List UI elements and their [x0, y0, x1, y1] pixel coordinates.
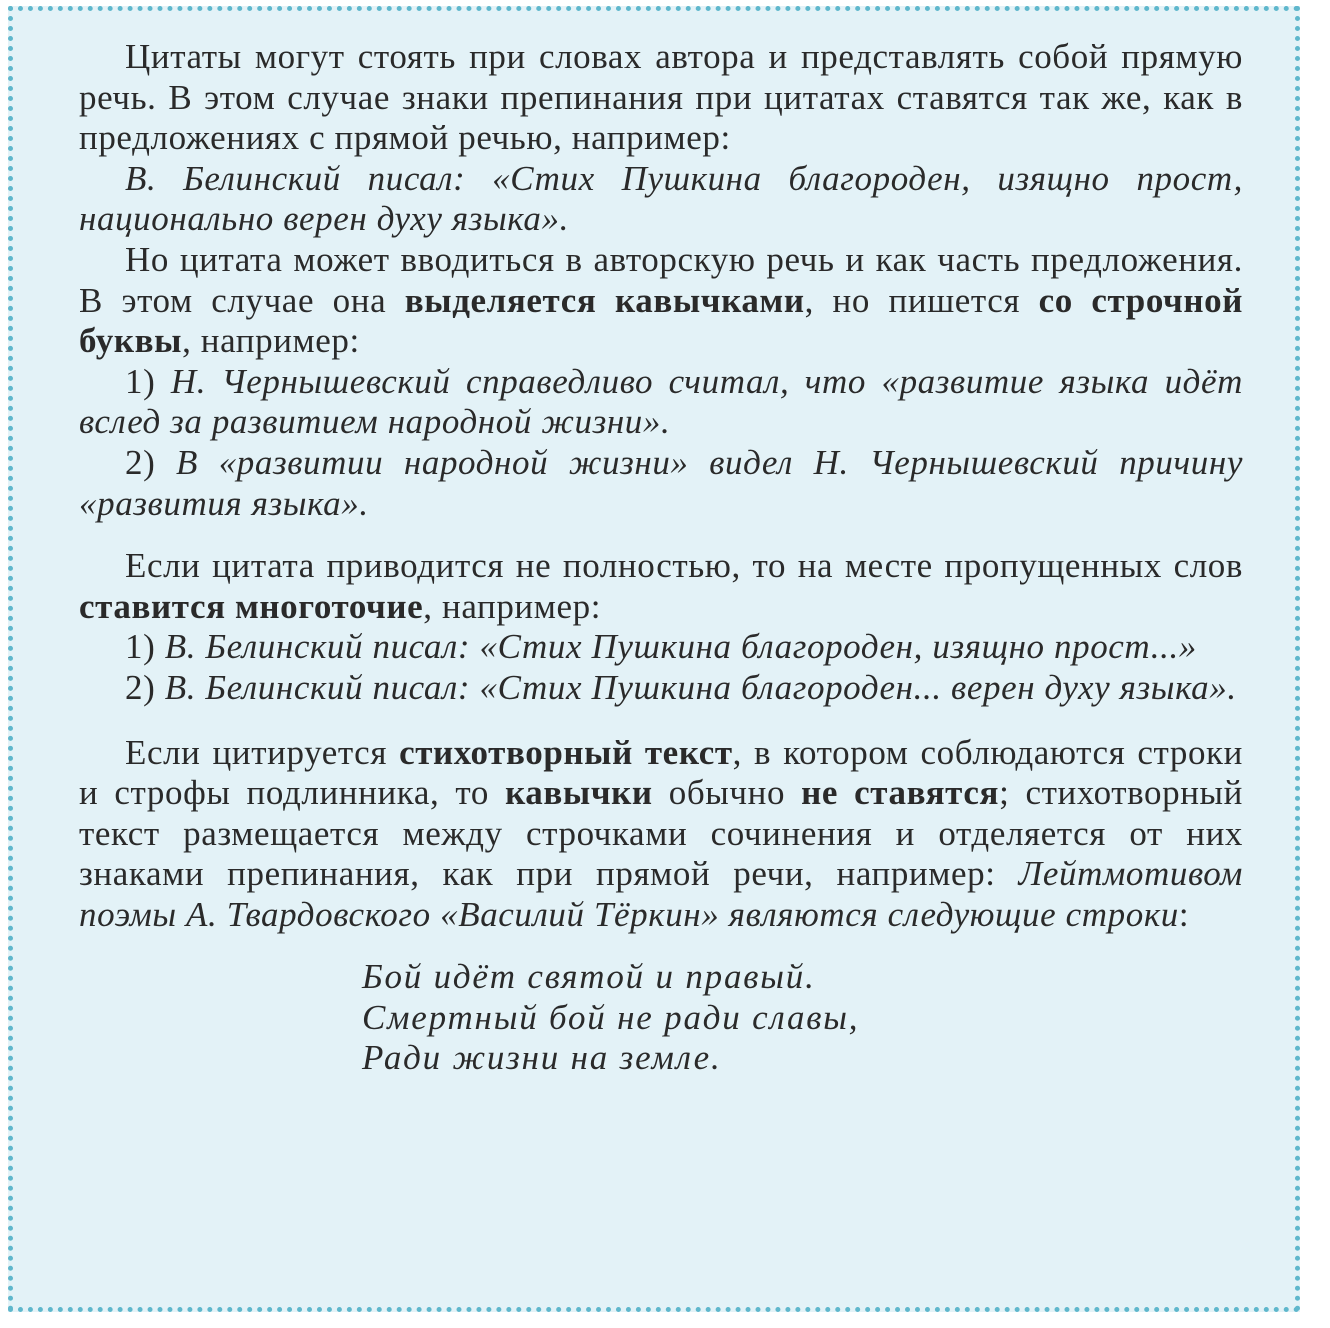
- example-number: 2): [125, 667, 156, 707]
- text-segment: , например:: [182, 321, 360, 361]
- text-segment: , но пишется: [804, 280, 1039, 320]
- text-segment: Но цитата может вводиться в авторскую речь и как часть предложения. В этом случае она: [79, 239, 1243, 320]
- paragraph-poetic-quote: [79, 733, 1243, 936]
- example-item: [79, 443, 1243, 524]
- text-segment: Если цитируется: [125, 732, 400, 772]
- example-number: 2): [125, 442, 156, 482]
- example-text: [79, 159, 1243, 240]
- example-number: 1): [125, 627, 156, 667]
- text-segment: ; стихотворный текст размещается между строчками сочинения и отделяется от них знаками препинания, как при прямой речи, например:: [79, 773, 1244, 894]
- poem-line: Ради жизни на земле.: [362, 1038, 722, 1078]
- bold-term: не ставятся: [801, 773, 1000, 813]
- text-segment: , в котором соблюдаются строки и строфы подлинника, то: [79, 732, 1243, 813]
- rule-box: [8, 6, 1300, 1312]
- spacer: [79, 709, 1243, 733]
- text-segment: , например:: [423, 586, 602, 626]
- example-item: [79, 362, 1243, 443]
- example-italic: В. Белинский писал: «Стих Пушкина благороден, изящно прост, национально верен духу языка».: [79, 158, 1243, 239]
- bold-term: ставится многоточие: [79, 586, 424, 626]
- text-segment: Если цитата приводится не полностью, то на месте пропущенных слов: [125, 546, 1243, 586]
- rule-text: [79, 37, 1243, 1079]
- bold-term: стихотворный текст: [399, 732, 733, 772]
- bold-term: кавычки: [505, 773, 653, 813]
- paragraph-text: Цитаты могут стоять при словах автора и представлять собой прямую речь. В этом случае знаки препинания при цитатах ставятся так же, как в предложениях с прямой речью, например:: [79, 37, 1243, 158]
- paragraph-text: [79, 240, 1243, 362]
- spacer: [79, 524, 1243, 546]
- bold-term: со строчной буквы: [79, 280, 1243, 361]
- text-segment: обычно: [652, 773, 802, 813]
- example-italic: Лейтмотивом поэмы А. Твардовского «Василий Тёркин» являются следующие строки: [79, 854, 1243, 934]
- text-segment: :: [1178, 894, 1190, 934]
- example-item: [79, 627, 1243, 668]
- paragraph-text: [79, 546, 1243, 627]
- example-italic: Н. Чернышевский справедливо считал, что «развитие языка идёт вслед за развитием народной жизни».: [79, 361, 1243, 442]
- example-italic: В. Белинский писал: «Стих Пушкина благороден... верен духу языка».: [164, 667, 1237, 707]
- paragraph-direct-speech-quotes: [79, 37, 1243, 240]
- example-number: 1): [125, 361, 156, 401]
- example-italic: В. Белинский писал: «Стих Пушкина благороден, изящно прост...»: [164, 627, 1197, 667]
- paragraph-partial-quote: [79, 546, 1243, 708]
- poem-line: Бой идёт святой и правый.: [362, 957, 816, 997]
- example-italic: В «развитии народной жизни» видел Н. Чернышевский причину «развития языка».: [79, 442, 1243, 523]
- paragraph-text: [79, 733, 1243, 936]
- paragraph-quote-as-sentence-part: [79, 240, 1243, 524]
- bold-term: выделяется кавычками: [404, 280, 805, 320]
- poem-line: Смертный бой не ради славы,: [362, 997, 860, 1037]
- poem-quote: [362, 957, 1243, 1079]
- example-item: [79, 668, 1243, 709]
